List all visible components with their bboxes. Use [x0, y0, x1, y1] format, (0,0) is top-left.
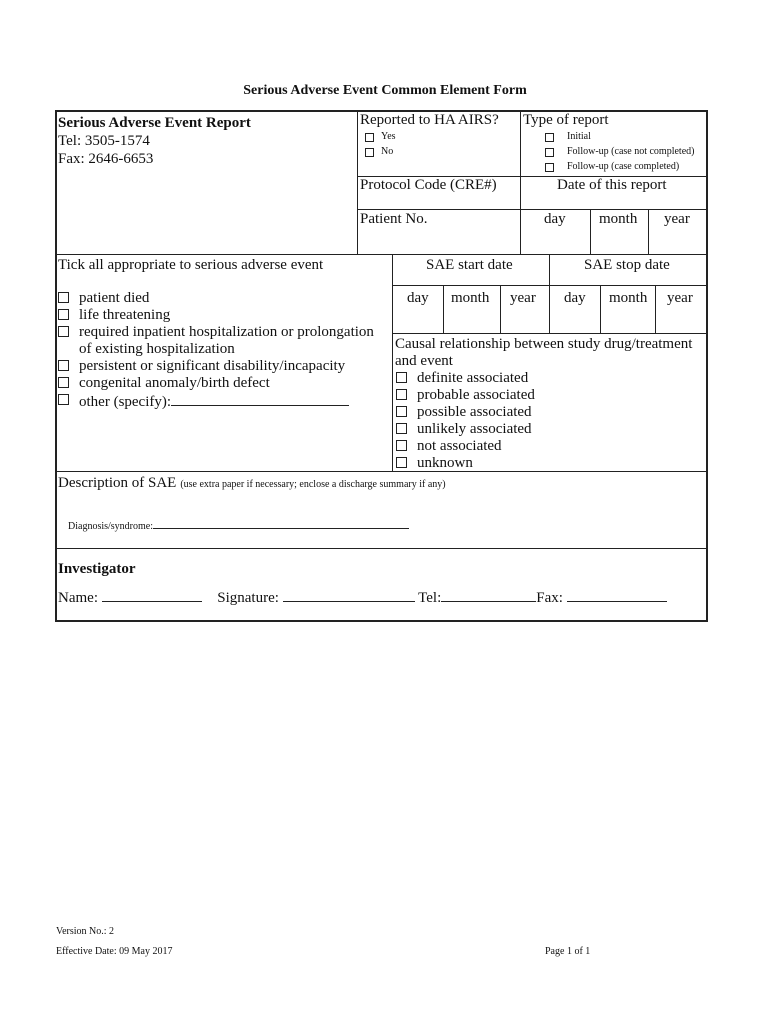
investigator-name-field[interactable] [102, 588, 202, 602]
protocol-label: Protocol Code (CRE#) [360, 177, 497, 193]
form-title: Serious Adverse Event Common Element Form [243, 83, 527, 98]
criteria-life-threatening-checkbox[interactable] [58, 309, 69, 320]
divider [56, 548, 707, 549]
divider [549, 255, 550, 333]
divider [56, 471, 707, 472]
report-fax: Fax: 2646-6653 [58, 151, 154, 167]
causal-possible-label: possible associated [417, 404, 532, 420]
divider [600, 286, 601, 333]
report-month-label: month [599, 211, 638, 227]
causal-unlikely-checkbox[interactable] [396, 423, 407, 434]
effective-date: Effective Date: 09 May 2017 [56, 946, 173, 957]
diagnosis-label: Diagnosis/syndrome: [68, 521, 153, 532]
divider [357, 111, 358, 254]
stop-day-label: day [564, 290, 586, 306]
report-title: Serious Adverse Event Report [58, 115, 251, 131]
patient-label: Patient No. [360, 211, 428, 227]
criteria-other-field[interactable] [171, 392, 349, 406]
investigator-name-label: Name: [58, 590, 98, 606]
type-followup-open-checkbox[interactable] [545, 148, 554, 157]
criteria-died-checkbox[interactable] [58, 292, 69, 303]
type-followup-closed-label: Follow-up (case completed) [567, 161, 680, 172]
start-year-label: year [510, 290, 536, 306]
causal-possible-checkbox[interactable] [396, 406, 407, 417]
divider [56, 254, 707, 255]
sae-stop-label: SAE stop date [584, 257, 670, 273]
divider [648, 210, 649, 254]
report-year-label: year [664, 211, 690, 227]
type-initial-label: Initial [567, 131, 591, 142]
investigator-tel-field[interactable] [441, 588, 536, 602]
description-note: (use extra paper if necessary; enclose a discharge summary if any) [180, 479, 446, 490]
type-followup-open-label: Follow-up (case not completed) [567, 146, 695, 157]
causal-not-checkbox[interactable] [396, 440, 407, 451]
version-number: Version No.: 2 [56, 926, 115, 937]
criteria-died-label: patient died [79, 290, 150, 306]
diagnosis-field[interactable] [153, 518, 409, 529]
investigator-signature-label: Signature: [217, 590, 279, 606]
causal-unknown-label: unknown [417, 455, 473, 471]
causal-not-label: not associated [417, 438, 502, 454]
divider [393, 285, 707, 286]
criteria-disability-label: persistent or significant disability/incapacity [79, 358, 346, 374]
reported-no-checkbox[interactable] [365, 148, 374, 157]
divider [520, 111, 521, 254]
sae-start-label: SAE start date [426, 257, 513, 273]
investigator-fax-label: Fax: [536, 590, 563, 606]
investigator-row [58, 588, 667, 607]
criteria-other-checkbox[interactable] [58, 394, 69, 405]
criteria-hospitalization-cont: of existing hospitalization [79, 341, 235, 357]
type-label: Type of report [523, 112, 609, 128]
stop-month-label: month [609, 290, 648, 306]
causal-probable-checkbox[interactable] [396, 389, 407, 400]
start-month-label: month [451, 290, 490, 306]
criteria-congenital-checkbox[interactable] [58, 377, 69, 388]
report-date-label: Date of this report [557, 177, 667, 193]
causal-label: Causal relationship between study drug/treatment [395, 336, 693, 352]
criteria-hospitalization-label: required inpatient hospitalization or prolongation [79, 324, 374, 340]
reported-label: Reported to HA AIRS? [360, 112, 499, 128]
page-number: Page 1 of 1 [545, 946, 591, 957]
divider [500, 286, 501, 333]
causal-probable-label: probable associated [417, 387, 535, 403]
reported-yes-checkbox[interactable] [365, 133, 374, 142]
causal-label-cont: and event [395, 353, 453, 369]
divider [358, 209, 707, 210]
divider [393, 333, 707, 334]
causal-unlikely-label: unlikely associated [417, 421, 532, 437]
criteria-life-threatening-label: life threatening [79, 307, 171, 323]
type-initial-checkbox[interactable] [545, 133, 554, 142]
causal-definite-label: definite associated [417, 370, 529, 386]
divider [443, 286, 444, 333]
investigator-fax-field[interactable] [567, 588, 667, 602]
description-heading [58, 474, 446, 492]
reported-yes-label: Yes [381, 131, 396, 142]
diagnosis-row [68, 518, 409, 532]
causal-unknown-checkbox[interactable] [396, 457, 407, 468]
criteria-disability-checkbox[interactable] [58, 360, 69, 371]
start-day-label: day [407, 290, 429, 306]
report-tel: Tel: 3505-1574 [58, 133, 150, 149]
causal-definite-checkbox[interactable] [396, 372, 407, 383]
criteria-label: Tick all appropriate to serious adverse event [58, 257, 324, 273]
divider [655, 286, 656, 333]
criteria-congenital-label: congenital anomaly/birth defect [79, 375, 270, 391]
investigator-heading: Investigator [58, 561, 136, 577]
reported-no-label: No [381, 146, 394, 157]
divider [392, 255, 393, 471]
investigator-signature-field[interactable] [283, 588, 415, 602]
type-followup-closed-checkbox[interactable] [545, 163, 554, 172]
investigator-tel-label: Tel: [418, 590, 442, 606]
description-label: Description of SAE [58, 475, 177, 491]
criteria-other-label: other (specify): [79, 392, 349, 411]
divider [590, 210, 591, 254]
report-day-label: day [544, 211, 566, 227]
stop-year-label: year [667, 290, 693, 306]
criteria-hospitalization-checkbox[interactable] [58, 326, 69, 337]
